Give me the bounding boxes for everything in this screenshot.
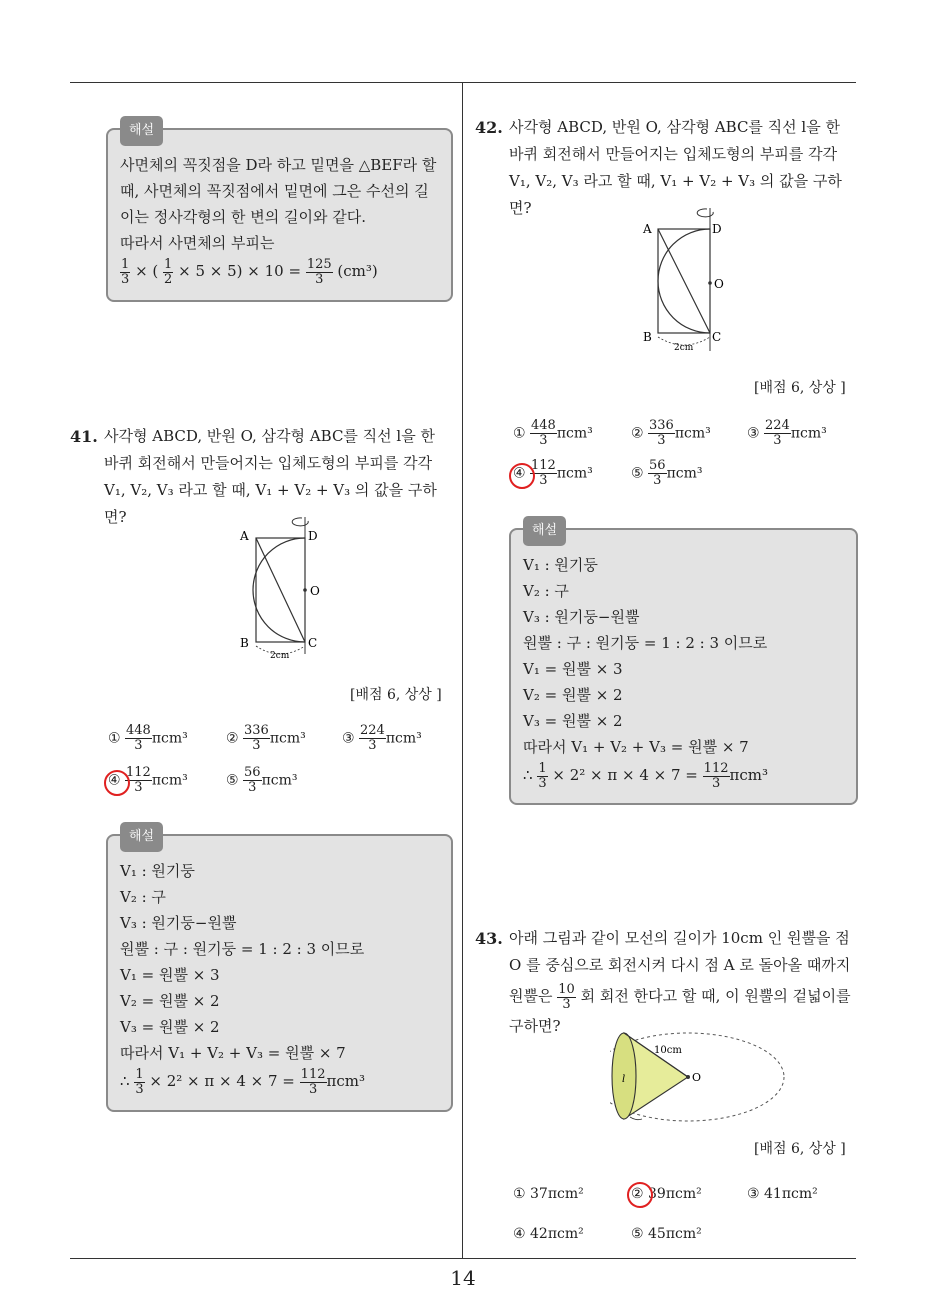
solution-tag: 해설 [523,516,566,546]
solution-tag: 해설 [120,116,163,146]
solution-line: 원뿔 : 구 : 원기둥 = 1 : 2 : 3 이므로 [523,634,768,652]
question-line: O 를 중심으로 회전시켜 다시 점 A 로 돌아올 때까지 [509,956,851,974]
question-line: V₁, V₂, V₃ 라고 할 때, V₁ + V₂ + V₃ 의 값을 구하면? [104,481,437,526]
solution-line: V₁ : 원기둥 [523,556,598,574]
choice-2[interactable]: ② $\frac{336}{3}$ πcm³ [226,723,306,753]
vertex-label-c: C [308,636,318,650]
question-number: 41. [70,427,98,446]
question-line: 구하면? [509,1017,561,1035]
choice-1[interactable]: ① $\frac{448}{3}$ πcm³ [108,723,188,753]
vertex-label-d: D [712,222,722,236]
choice-4[interactable]: ④ $\frac{112}{3}$ πcm³ [108,765,188,795]
choice-2[interactable]: ② 39πcm² [631,1186,702,1202]
fraction: $\frac{1}{2}$ [164,256,173,287]
solution-line: 사면체의 꼭짓점을 D라 하고 밑면을 △BEF라 할 [120,156,437,174]
solution-line: V₁ = 원뿔 × 3 [120,966,220,984]
solution-line: 따라서 사면체의 부피는 [120,234,275,252]
solution-line: V₂ = 원뿔 × 2 [523,686,623,704]
answer-choices-42 [513,419,863,499]
solution-line: V₁ : 원기둥 [120,862,195,880]
difficulty-label: [배점 6, 상상 ] [754,1141,846,1157]
choice-3[interactable]: ③ $\frac{224}{3}$ πcm³ [342,723,422,753]
center-label-o: O [714,277,724,291]
solution-box-41 [106,829,453,1112]
choice-4[interactable]: ④ $\frac{112}{3}$ πcm³ [513,458,593,488]
question-number: 42. [475,118,503,137]
solution-line: V₃ = 원뿔 × 2 [120,1018,220,1036]
choice-5[interactable]: ⑤ $\frac{56}{3}$ πcm³ [226,765,298,795]
solution-formula: ∴ $\frac{1}{3}$ × 2² × π × 4 × 7 = $\frac{112}{3}$ πcm³ [120,1066,365,1097]
solution-line: V₃ = 원뿔 × 2 [523,712,623,730]
vertex-label-a: A [643,222,652,236]
answer-choices-41 [108,724,458,804]
page-number: 14 [450,1266,476,1290]
question-line: 원뿔은 $\frac{10}{3}$ 회 회전 한다고 할 때, 이 원뿔의 겉넓이를 [509,981,851,1012]
solution-line: 이는 정사각형의 한 변의 길이와 같다. [120,208,366,226]
dimension-label: 2cm [270,651,290,661]
vertex-label-d: D [308,529,318,543]
rotation-figure-41 [232,512,332,662]
solution-line: 따라서 V₁ + V₂ + V₃ = 원뿔 × 7 [523,738,749,756]
bottom-rule [70,1258,856,1259]
question-line: 바퀴 회전해서 만들어지는 입체도형의 부피를 각각 [509,145,838,163]
rotation-figure-42 [637,203,737,353]
solution-line: V₃ : 원기둥−원뿔 [120,914,237,932]
top-rule [70,82,856,83]
radius-label-l: l [622,1074,626,1085]
question-line: 사각형 ABCD, 반원 O, 삼각형 ABC를 직선 l을 한 [104,427,435,445]
difficulty-label: [배점 6, 상상 ] [754,380,846,396]
choice-3[interactable]: ③ $\frac{224}{3}$ πcm³ [747,418,827,448]
column-divider [462,83,463,1258]
solution-line: V₁ = 원뿔 × 3 [523,660,623,678]
vertex-label-c: C [712,330,722,344]
question-line: 아래 그림과 같이 모선의 길이가 10cm 인 원뿔을 점 [509,929,850,947]
center-label-o: O [692,1071,702,1084]
solution-line: V₂ : 구 [120,888,166,906]
solution-formula: $\frac{1}{3}$ × ( $\frac{1}{2}$ × 5 × 5) × 10 = $\frac{125}{3}$ (cm³) [121,256,378,287]
vertex-label-b: B [643,330,652,344]
dimension-label: 2cm [674,343,694,353]
solution-line: 원뿔 : 구 : 원기둥 = 1 : 2 : 3 이므로 [120,940,365,958]
solution-line: V₃ : 원기둥−원뿔 [523,608,640,626]
choice-3[interactable]: ③ 41πcm² [747,1186,818,1202]
answer-choices-43 [513,1186,863,1246]
vertex-label-a: A [240,529,249,543]
choice-4[interactable]: ④ 42πcm² [513,1226,584,1242]
answer-mark-circle [627,1182,653,1208]
solution-box-42 [509,523,858,805]
question-line: 바퀴 회전해서 만들어지는 입체도형의 부피를 각각 [104,454,433,472]
question-number: 43. [475,929,503,948]
solution-formula: ∴ $\frac{1}{3}$ × 2² × π × 4 × 7 = $\frac{112}{3}$ πcm³ [523,760,768,791]
question-line: V₁, V₂, V₃ 라고 할 때, V₁ + V₂ + V₃ 의 값을 구하면? [509,172,842,217]
cone-rotation-figure [610,1027,790,1127]
fraction: $\frac{125}{3}$ [306,256,332,287]
question-line: 사각형 ABCD, 반원 O, 삼각형 ABC를 직선 l을 한 [509,118,840,136]
answer-mark-circle [104,770,130,796]
answer-mark-circle [509,463,535,489]
choice-1[interactable]: ① $\frac{448}{3}$ πcm³ [513,418,593,448]
difficulty-label: [배점 6, 상상 ] [350,687,442,703]
solution-line: V₂ = 원뿔 × 2 [120,992,220,1010]
solution-box-40 [106,123,453,302]
solution-tag: 해설 [120,822,163,852]
choice-1[interactable]: ① 37πcm² [513,1186,584,1202]
slant-length-label: 10cm [654,1045,682,1056]
question-43 [475,925,860,1040]
vertex-label-b: B [240,636,249,650]
choice-5[interactable]: ⑤ $\frac{56}{3}$ πcm³ [631,458,703,488]
fraction: $\frac{1}{3}$ [121,256,130,287]
solution-line: 때, 사면체의 꼭짓점에서 밑면에 그은 수선의 길 [120,182,429,200]
solution-line: V₂ : 구 [523,582,569,600]
fraction: $\frac{10}{3}$ [558,981,575,1012]
choice-2[interactable]: ② $\frac{336}{3}$ πcm³ [631,418,711,448]
center-label-o: O [310,584,320,598]
solution-line: 따라서 V₁ + V₂ + V₃ = 원뿔 × 7 [120,1044,346,1062]
choice-5[interactable]: ⑤ 45πcm² [631,1226,702,1242]
